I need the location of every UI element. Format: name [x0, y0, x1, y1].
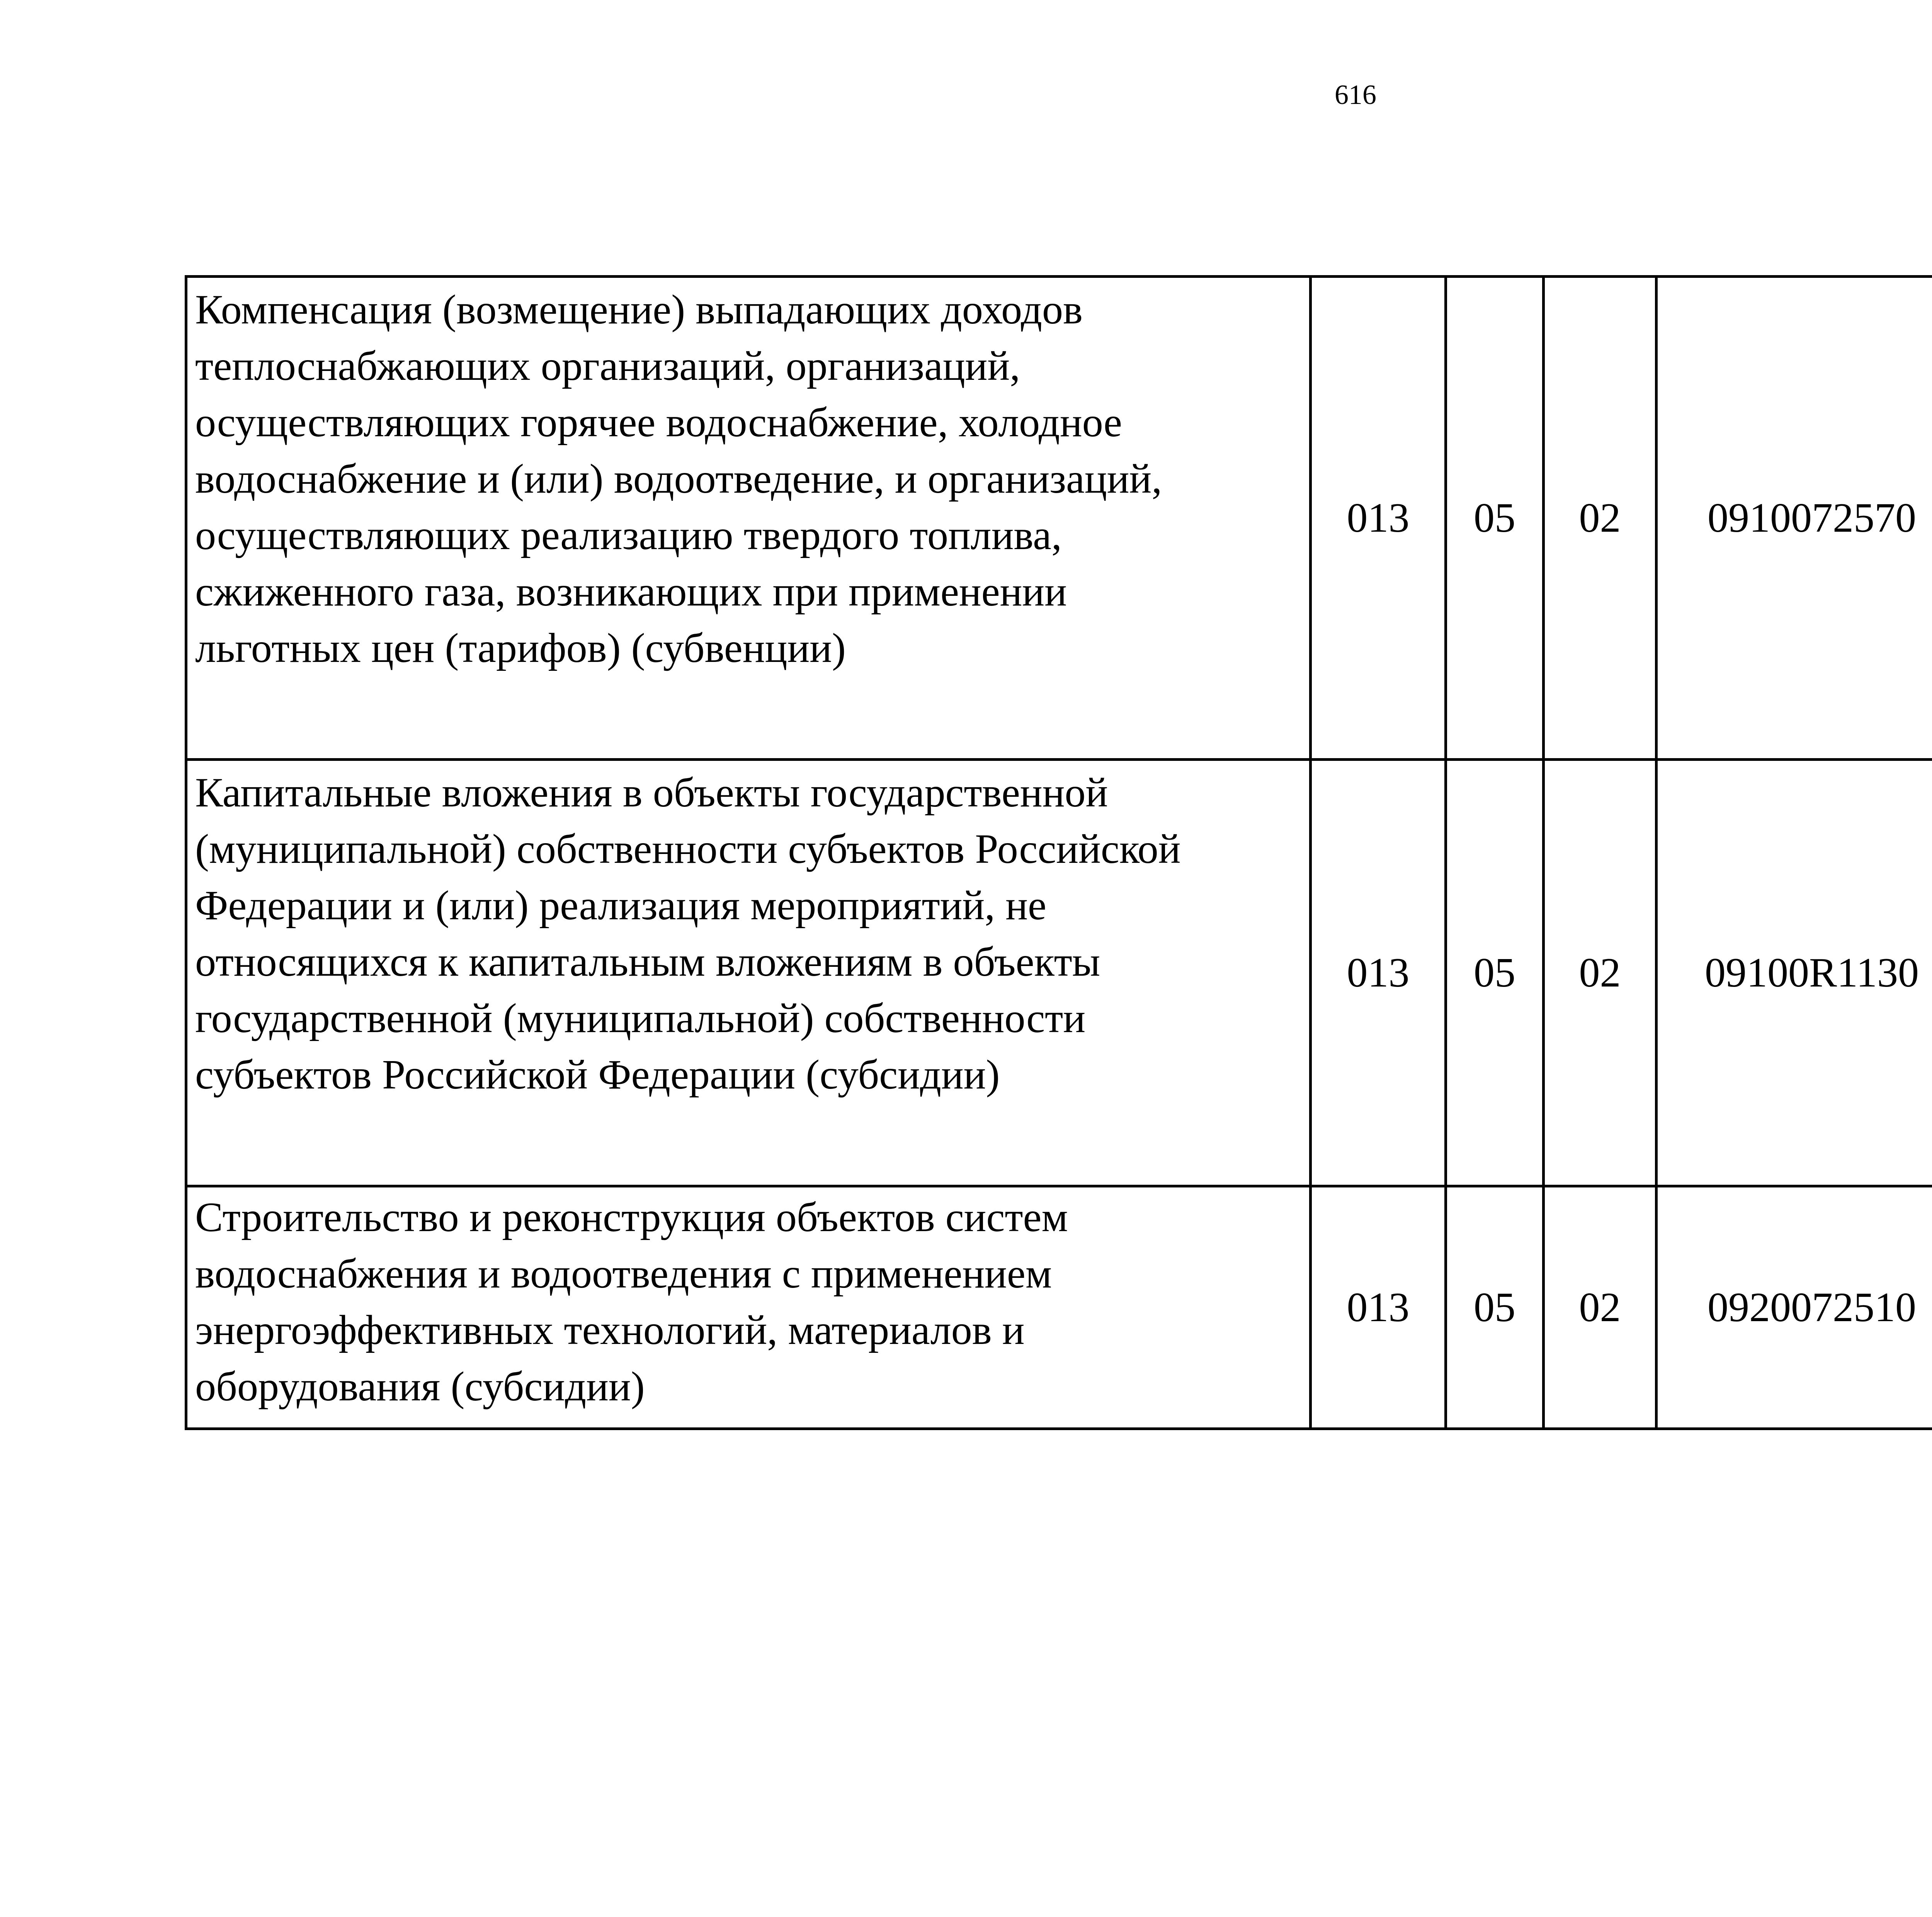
- description-line: (муниципальной) собственности субъектов Российской: [195, 826, 1181, 872]
- description-line: Строительство и реконструкция объектов систем: [195, 1194, 1068, 1240]
- description-line: теплоснабжающих организаций, организаций,: [195, 343, 1020, 389]
- ministry-code-cell: 013: [1311, 277, 1446, 760]
- ministry-code-cell: 013: [1311, 1186, 1446, 1429]
- subsection-cell: 02: [1544, 1186, 1656, 1429]
- description-line: государственной (муниципальной) собственности: [195, 995, 1086, 1041]
- row-description: [186, 760, 1311, 1186]
- description-line: оборудования (субсидии): [195, 1364, 645, 1410]
- section-cell: 05: [1446, 1186, 1544, 1429]
- subsection-cell: 02: [1544, 277, 1656, 760]
- ministry-code-cell: 013: [1311, 760, 1446, 1186]
- description-line: льготных цен (тарифов) (субвенции): [195, 625, 846, 671]
- description-line: водоснабжение и (или) водоотведение, и организаций,: [195, 456, 1162, 502]
- description-line: осуществляющих горячее водоснабжение, холодное: [195, 400, 1122, 446]
- row-description: [186, 277, 1311, 760]
- table-row: [186, 1186, 1932, 1429]
- subsection-cell: 02: [1544, 760, 1656, 1186]
- section-cell: 05: [1446, 760, 1544, 1186]
- description-line: субъектов Российской Федерации (субсидии): [195, 1052, 1000, 1098]
- page-number: 616: [1335, 79, 1376, 110]
- description-line: Федерации и (или) реализация мероприятий, не: [195, 883, 1047, 929]
- target-article-cell: 09100R1130: [1656, 760, 1932, 1186]
- description-line: относящихся к капитальным вложениям в объекты: [195, 939, 1100, 985]
- table-row: [186, 760, 1932, 1186]
- description-line: Капитальные вложения в объекты государственной: [195, 770, 1108, 816]
- row-description: [186, 1186, 1311, 1429]
- description-line: водоснабжения и водоотведения с применением: [195, 1251, 1052, 1297]
- description-line: энергоэффективных технологий, материалов и: [195, 1307, 1025, 1353]
- table-row: [186, 277, 1932, 760]
- description-line: Компенсация (возмещение) выпадающих доходов: [195, 287, 1083, 333]
- description-line: сжиженного газа, возникающих при применении: [195, 569, 1067, 615]
- target-article-cell: 0920072510: [1656, 1186, 1932, 1429]
- budget-table: [185, 275, 1932, 1430]
- target-article-cell: 0910072570: [1656, 277, 1932, 760]
- description-line: осуществляющих реализацию твердого топлива,: [195, 512, 1062, 558]
- section-cell: 05: [1446, 277, 1544, 760]
